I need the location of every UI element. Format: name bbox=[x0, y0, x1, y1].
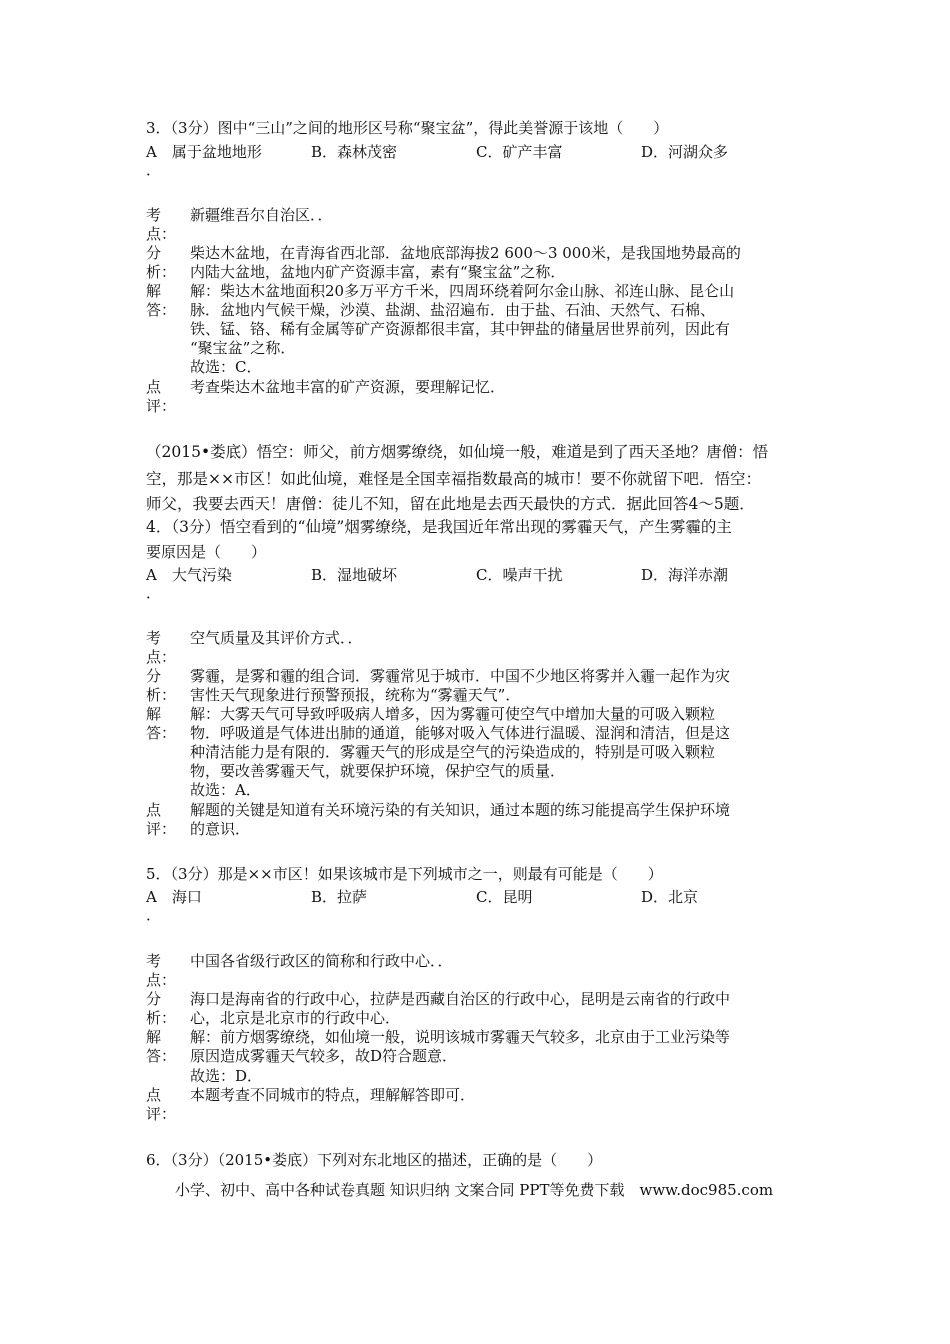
q3-jieda-answer: 故选：C． bbox=[190, 358, 262, 376]
q4-jieda-label-1: 解 bbox=[146, 705, 162, 723]
q4-fenxi-line-2: 害性天气现象进行预警预报，统称为“雾霾天气”． bbox=[190, 686, 521, 704]
q3-jieda-line-4: “聚宝盆”之称． bbox=[190, 339, 296, 357]
q4-fenxi-label-1: 分 bbox=[146, 667, 162, 685]
q4-option-b: B．湿地破坏 bbox=[311, 566, 398, 584]
q4-option-dot: ． bbox=[146, 584, 162, 602]
intro-line-3: 师父，我要去西天！唐僧：徒儿不知，留在此地是去西天最快的方式．据此回答4～5题． bbox=[146, 495, 755, 513]
q4-fenxi-line-1: 雾霾，是雾和霾的组合词．雾霾常见于城市．中国不少地区将雾并入霾一起作为灾 bbox=[190, 667, 731, 685]
q5-fenxi-line-2: 心，北京是北京市的行政中心． bbox=[190, 1009, 401, 1027]
q4-fenxi-label-2: 析： bbox=[146, 686, 177, 704]
q5-fenxi-label-2: 析： bbox=[146, 1009, 177, 1027]
q5-kaodian-label-2: 点： bbox=[146, 971, 177, 989]
q4-jieda-answer: 故选：A． bbox=[190, 781, 261, 799]
q5-stem: 5．（3分）那是××市区！如果该城市是下列城市之一，则最有可能是（ ） bbox=[146, 865, 663, 883]
q3-option-dot: ． bbox=[146, 161, 162, 179]
q5-option-a: A 海口 bbox=[146, 888, 202, 906]
q5-fenxi-line-1: 海口是海南省的行政中心，拉萨是西藏自治区的行政中心，昆明是云南省的行政中 bbox=[190, 990, 731, 1008]
q3-kaodian-label-1: 考 bbox=[146, 206, 162, 224]
q3-option-c: C．矿产丰富 bbox=[476, 143, 563, 161]
q5-jieda-answer: 故选：D． bbox=[190, 1067, 263, 1085]
intro-line-2: 空，那是××市区！如此仙境，难怪是全国幸福指数最高的城市！要不你就留下吧．悟空： bbox=[146, 470, 761, 488]
q3-option-a: A 属于盆地地形 bbox=[146, 143, 262, 161]
q4-option-d: D．海洋赤潮 bbox=[641, 566, 729, 584]
q4-stem-line-1: 4．（3分）悟空看到的“仙境”烟雾缭绕，是我国近年常出现的雾霾天气，产生雾霾的主 bbox=[146, 518, 732, 536]
q5-kaodian-label-1: 考 bbox=[146, 952, 162, 970]
q4-option-c: C．噪声干扰 bbox=[476, 566, 563, 584]
q5-option-d: D．北京 bbox=[641, 888, 699, 906]
q4-jieda-line-4: 物，要改善雾霾天气，就要保护环境，保护空气的质量． bbox=[190, 762, 566, 780]
q4-jieda-line-2: 物．呼吸道是气体进出肺的通道，能够对吸入气体进行温暖、湿润和清洁，但是这 bbox=[190, 724, 731, 742]
q3-dianping-label-2: 评： bbox=[146, 397, 177, 415]
q3-fenxi-line-1: 柴达木盆地，在青海省西北部．盆地底部海拔2 600～3 000米，是我国地势最高的 bbox=[190, 244, 741, 262]
q5-dianping-text: 本题考查不同城市的特点，理解解答即可． bbox=[190, 1086, 476, 1104]
q5-jieda-label-1: 解 bbox=[146, 1028, 162, 1046]
q4-jieda-label-2: 答： bbox=[146, 724, 177, 742]
q4-kaodian-label-1: 考 bbox=[146, 629, 162, 647]
q5-option-c: C．昆明 bbox=[476, 888, 533, 906]
q5-jieda-label-2: 答： bbox=[146, 1047, 177, 1065]
q3-fenxi-label-1: 分 bbox=[146, 244, 162, 262]
q3-dianping-text: 考查柴达木盆地丰富的矿产资源，要理解记忆． bbox=[190, 378, 506, 396]
q5-option-dot: ． bbox=[146, 906, 162, 924]
q4-jieda-line-1: 解：大雾天气可导致呼吸病人增多，因为雾霾可使空气中增加大量的可吸入颗粒 bbox=[190, 705, 716, 723]
q3-jieda-line-2: 脉．盆地内气候干燥，沙漠、盐湖、盐沼遍布．由于盐、石油、天然气、石棉、 bbox=[190, 301, 716, 319]
q3-fenxi-label-2: 析： bbox=[146, 263, 177, 281]
q3-stem: 3．（3分）图中“三山”之间的地形区号称“聚宝盆”，得此美誉源于该地（ ） bbox=[146, 119, 669, 137]
q6-stem: 6．（3分）（2015•娄底）下列对东北地区的描述，正确的是（ ） bbox=[146, 1151, 603, 1169]
page-footer: 小学、初中、高中各种试卷真题 知识归纳 文案合同 PPT等免费下载 www.doc985.com bbox=[175, 1181, 774, 1199]
q3-dianping-label-1: 点 bbox=[146, 378, 162, 396]
q5-kaodian-text: 中国各省级行政区的简称和行政中心．． bbox=[190, 952, 453, 970]
q4-dianping-label-1: 点 bbox=[146, 801, 162, 819]
q5-option-b: B．拉萨 bbox=[311, 888, 368, 906]
q3-jieda-line-1: 解：柴达木盆地面积20多万平方千米，四周环绕着阿尔金山脉、祁连山脉、昆仑山 bbox=[190, 282, 735, 300]
q5-dianping-label-1: 点 bbox=[146, 1086, 162, 1104]
intro-line-1: （2015•娄底）悟空：师父，前方烟雾缭绕，如仙境一般，难道是到了西天圣地？唐僧：悟 bbox=[146, 443, 769, 461]
q4-dianping-line-1: 解题的关键是知道有关环境污染的有关知识，通过本题的练习能提高学生保护环境 bbox=[190, 801, 731, 819]
q4-option-a: A 大气污染 bbox=[146, 566, 232, 584]
q4-stem-line-2: 要原因是（ ） bbox=[146, 543, 267, 561]
q3-jieda-line-3: 铁、锰、铬、稀有金属等矿产资源都很丰富，其中钾盐的储量居世界前列，因此有 bbox=[190, 320, 731, 338]
q5-jieda-line-2: 原因造成雾霾天气较多，故D符合题意． bbox=[190, 1047, 458, 1065]
q4-kaodian-text: 空气质量及其评价方式．． bbox=[190, 629, 363, 647]
q4-dianping-label-2: 评： bbox=[146, 820, 177, 838]
q3-kaodian-label-2: 点： bbox=[146, 225, 177, 243]
q4-jieda-line-3: 种清洁能力是有限的．雾霾天气的形成是空气的污染造成的，特别是可吸入颗粒 bbox=[190, 743, 716, 761]
q3-fenxi-line-2: 内陆大盆地，盆地内矿产资源丰富，素有“聚宝盆”之称． bbox=[190, 263, 566, 281]
q3-kaodian-text: 新疆维吾尔自治区．． bbox=[190, 206, 333, 224]
q5-fenxi-label-1: 分 bbox=[146, 990, 162, 1008]
q5-dianping-label-2: 评： bbox=[146, 1105, 177, 1123]
q4-kaodian-label-2: 点： bbox=[146, 648, 177, 666]
q3-jieda-label-1: 解 bbox=[146, 282, 162, 300]
q3-jieda-label-2: 答： bbox=[146, 301, 177, 319]
q3-option-b: B．森林茂密 bbox=[311, 143, 398, 161]
q3-option-d: D．河湖众多 bbox=[641, 143, 729, 161]
q5-jieda-line-1: 解：前方烟雾缭绕，如仙境一般，说明该城市雾霾天气较多，北京由于工业污染等 bbox=[190, 1028, 731, 1046]
q4-dianping-line-2: 的意识． bbox=[190, 820, 251, 838]
